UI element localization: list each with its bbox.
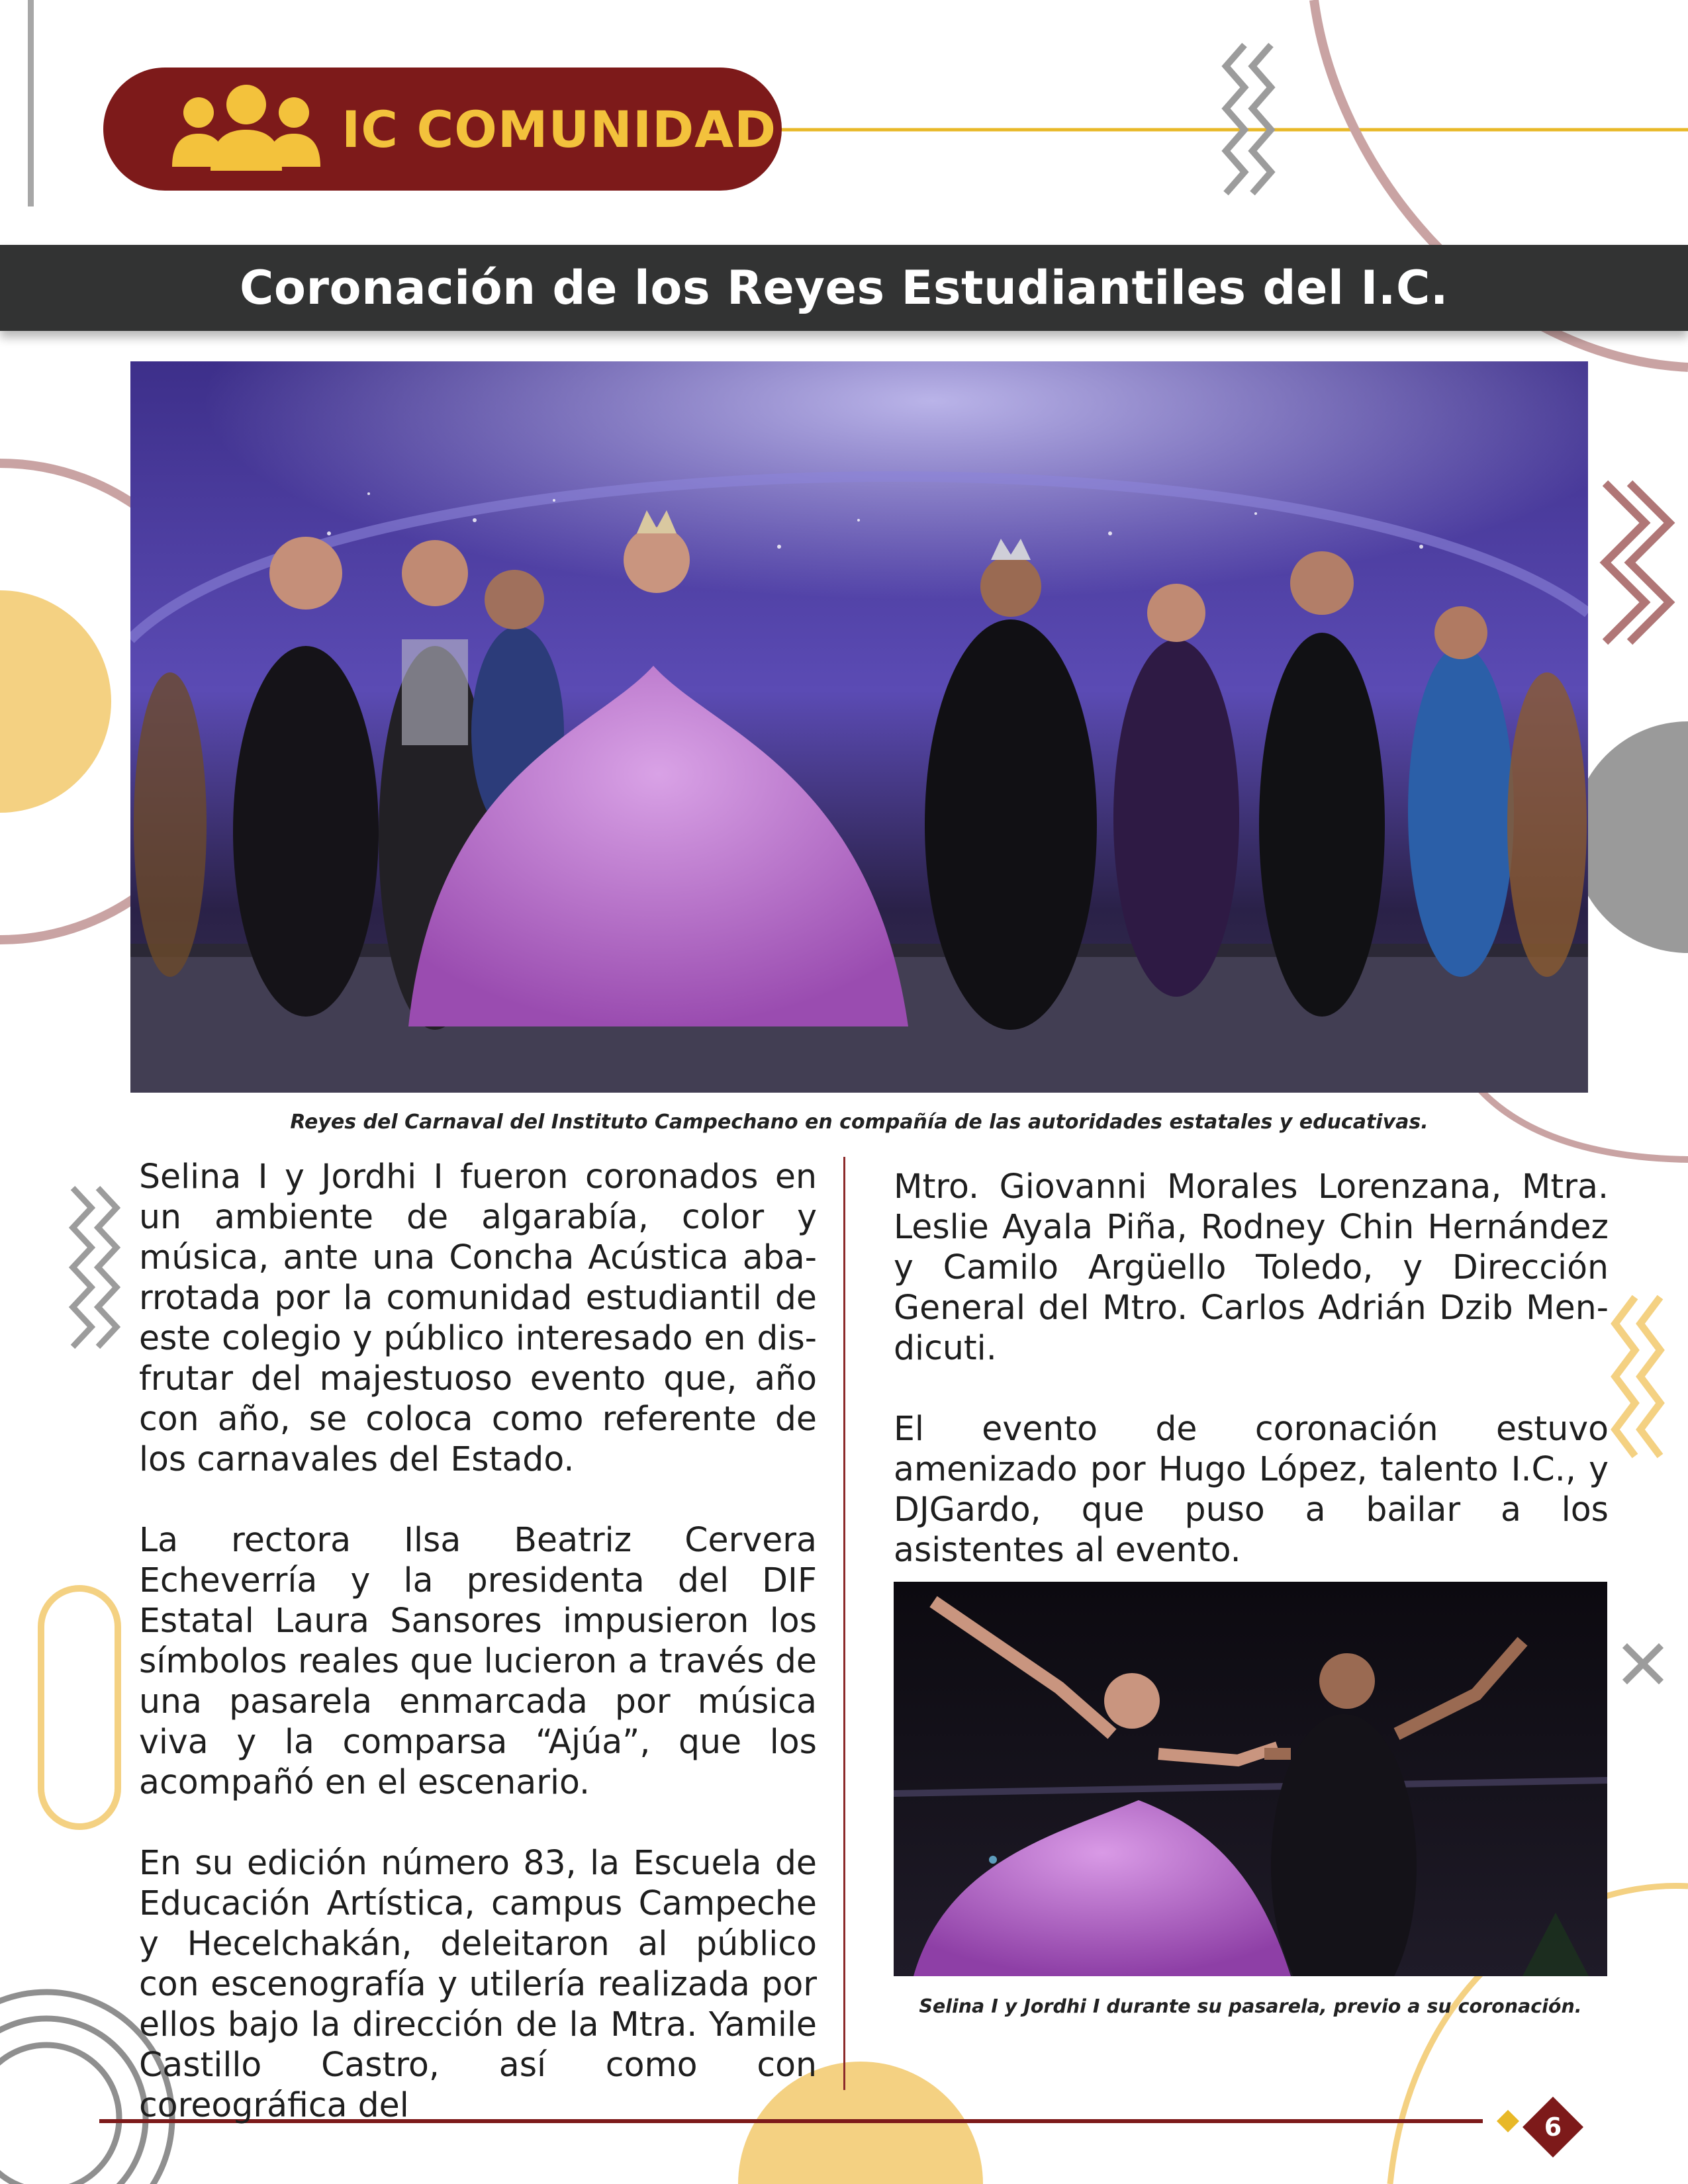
people-icon [169,79,323,179]
article-title: Coronación de los Reyes Estudiantiles del I.C. [240,261,1448,315]
section-label: IC COMUNIDAD [342,99,777,159]
article-right-column [894,1166,1609,1570]
runway-photo [894,1582,1607,1976]
zigzag-right-yellow [1615,1297,1660,1456]
right-paragraph-2: El evento de coronación estuvo amenizado por Hugo López, talento I.C., y DJGardo, que puso a bailar a los asistentes al evento. [894,1409,1609,1569]
left-yellow-capsule [41,1588,118,1827]
column-divider [843,1157,845,2090]
close-icon [1627,1648,1659,1680]
zigzag-left-grey [73,1188,117,1347]
page-number-badge [1523,2097,1583,2158]
main-photo-caption: Reyes del Carnaval del Instituto Campechano en compañía de las autoridades estatales y educativas. [290,1111,1429,1134]
section-header-pill [103,68,782,191]
page-number: 6 [1544,2113,1562,2142]
article-title-bar [0,245,1688,331]
right-grey-circle [1572,721,1688,953]
left-yellow-circle [0,590,111,813]
zigzag-top-grey [1226,45,1271,193]
left-paragraph-1: Selina I y Jordhi I fueron coronados en un ambiente de algarabía, color y música, ante una Concha Acústica abarrotada por la comunidad estudiantil de este colegio y público interesado en disfrutar del majestuoso evento que, año con año, se coloca como referente de los carnavales del Estado. [139,1157,817,1479]
article-left-column [139,1156,817,2125]
left-paragraph-2: La rectora Ilsa Beatriz Cervera Echeverría y la presidenta del DIF Estatal Laura Sansores impusieron los símbolos reales que lucieron a través de una pasarela enmarcada por música viva y la comparsa “Ajúa”, que los acompañó en el escenario. [139,1520,817,1801]
zigzag-right-rose [1605,483,1669,642]
footer-gold-diamond [1497,2110,1519,2132]
main-event-photo [130,361,1588,1093]
top-left-vertical-bar [28,0,34,206]
runway-photo-caption: Selina I y Jordhi I durante su pasarela, previo a su coronación. [919,1995,1582,2017]
left-paragraph-3: En su edición número 83, la Escuela de Educación Artística, campus Campeche y Hecelchakán, deleitaron al público con escenografía y utilería realizada por ellos bajo la dirección de la Mtra. Yamile Castillo Castro, así como con coreográfica del [139,1843,817,2124]
right-paragraph-1: Mtro. Giovanni Morales Lorenzana, Mtra. Leslie Ayala Piña, Rodney Chin Hernández y Camilo Argüello Toledo, y Dirección General del Mtro. Carlos Adrián Dzib Mendicuti. [894,1167,1609,1367]
